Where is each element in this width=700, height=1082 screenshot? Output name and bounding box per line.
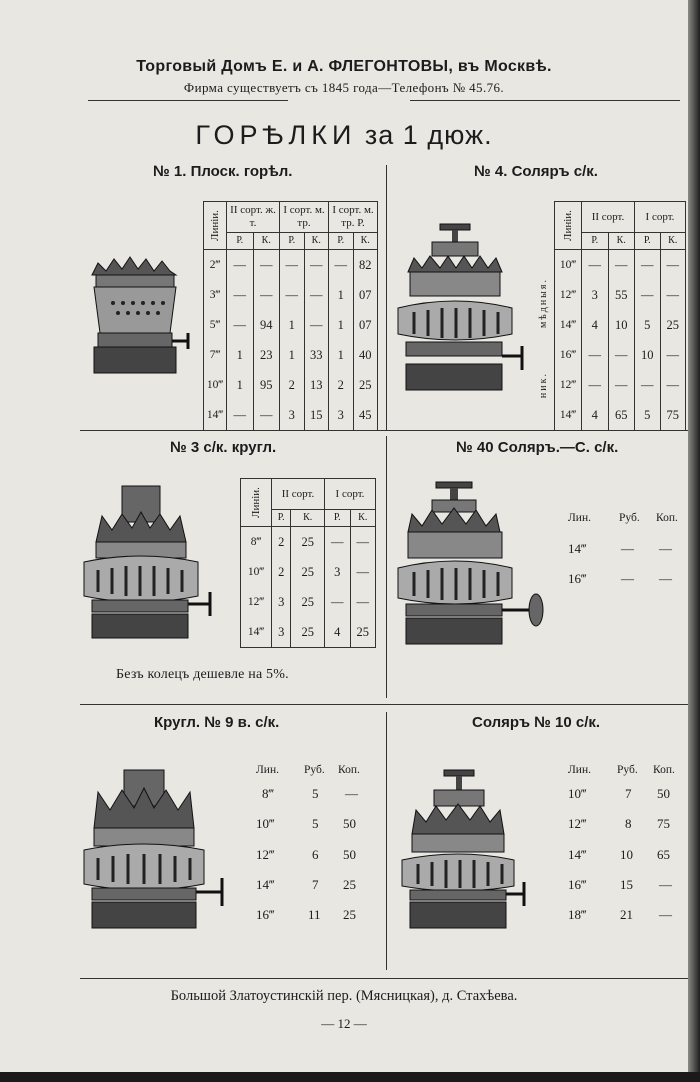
cell: 10: [635, 340, 661, 370]
cell: 5‴: [204, 310, 227, 340]
cell: 1: [280, 340, 305, 370]
cell: 14‴: [241, 617, 272, 648]
subcol-header: Р.: [227, 233, 254, 250]
cell: —: [253, 400, 280, 431]
cell: 14‴: [568, 847, 587, 862]
cell: 12‴: [555, 370, 582, 400]
page-edge-shadow: [688, 0, 700, 1082]
cell: 15: [304, 400, 329, 431]
cell: —: [304, 310, 329, 340]
lin-label: Линіи.: [241, 479, 272, 527]
cell: 25: [343, 877, 356, 892]
firm-name: Торговый Домъ Е. и А. ФЛЕГОНТОВЫ, въ Москвѣ.: [136, 58, 552, 75]
cell: —: [621, 541, 634, 556]
subcol-header: К.: [304, 233, 329, 250]
col-header: Руб.: [619, 512, 640, 524]
cell: 40: [353, 340, 378, 370]
col-header: II сорт. ж. т.: [227, 202, 280, 233]
cell: 25: [291, 557, 325, 587]
cell: 07: [353, 280, 378, 310]
cell: 16‴: [256, 907, 275, 922]
col-header: I сорт.: [635, 202, 686, 233]
cell: 3: [325, 557, 351, 587]
table-row: [204, 370, 378, 400]
subcol-header: Р.: [582, 233, 609, 250]
cell: 12‴: [568, 816, 587, 831]
firm-since: Фирма существуетъ съ 1845 года—Телефонъ № 45.76.: [183, 80, 505, 95]
table-row: [555, 250, 686, 281]
cell: —: [608, 370, 635, 400]
col-header: Лин.: [568, 512, 591, 524]
cell: 25: [343, 907, 356, 922]
cell: —: [660, 250, 686, 281]
table-row: [241, 617, 376, 648]
cell: 2: [272, 557, 291, 587]
section-3-title: № 3 с/к. кругл.: [170, 439, 277, 456]
cell: 7‴: [204, 340, 227, 370]
cell: 50: [343, 816, 356, 831]
cell: 12‴: [241, 587, 272, 617]
header-rule-left: [88, 100, 288, 101]
col-header: Руб.: [617, 764, 638, 776]
cell: 25: [291, 617, 325, 648]
cell: 21: [620, 907, 633, 922]
cell: 50: [343, 847, 356, 862]
solar-burner-lamp-icon: [396, 222, 528, 392]
section-6-title: Соляръ № 10 с/к.: [472, 714, 601, 731]
cell: 3: [329, 400, 354, 431]
divider-vertical-2: [386, 436, 387, 698]
table-row: [555, 370, 686, 400]
cell: 7: [625, 786, 632, 801]
cell: —: [635, 250, 661, 281]
col-header: I сорт. м. тр. Р.: [329, 202, 378, 233]
cell: —: [350, 587, 376, 617]
solar-10-burner-lamp-icon: [398, 768, 530, 932]
cell: 3: [582, 280, 609, 310]
cell: 1: [280, 310, 305, 340]
round-burner-lamp-icon: [82, 484, 218, 640]
cell: —: [350, 557, 376, 587]
table-row: [241, 587, 376, 617]
col-header: Коп.: [656, 512, 678, 524]
cell: 4: [582, 400, 609, 431]
cell: 95: [253, 370, 280, 400]
table-row: [555, 310, 686, 340]
cell: —: [304, 250, 329, 281]
cell: 25: [350, 617, 376, 648]
cell: 2: [272, 527, 291, 558]
subcol-header: К.: [353, 233, 378, 250]
section-1-title: № 1. Плоск. горѣл.: [153, 163, 293, 180]
lin-label: Линіи.: [555, 202, 582, 250]
table-row: [241, 527, 376, 558]
col-header: Коп.: [653, 764, 675, 776]
cell: 5: [635, 400, 661, 431]
cell: —: [660, 370, 686, 400]
cell: —: [635, 280, 661, 310]
cell: 1: [329, 280, 354, 310]
cell: 33: [304, 340, 329, 370]
cell: 3: [280, 400, 305, 431]
cell: —: [635, 370, 661, 400]
cell: —: [304, 280, 329, 310]
cell: 15: [620, 877, 633, 892]
divider-vertical-3: [386, 712, 387, 970]
cell: —: [280, 250, 305, 281]
cell: —: [280, 280, 305, 310]
cell: —: [660, 280, 686, 310]
subcol-header: К.: [291, 510, 325, 527]
subcol-header: К.: [253, 233, 280, 250]
cell: 12‴: [555, 280, 582, 310]
cell: —: [608, 250, 635, 281]
cell: —: [659, 541, 672, 556]
cell: 55: [608, 280, 635, 310]
subcol-header: Р.: [329, 233, 354, 250]
cell: 2‴: [204, 250, 227, 281]
table-row: [204, 310, 378, 340]
cell: 8: [625, 816, 632, 831]
cell: 18‴: [568, 907, 587, 922]
cell: 23: [253, 340, 280, 370]
cell: 25: [291, 587, 325, 617]
cell: 14‴: [204, 400, 227, 431]
cell: —: [582, 340, 609, 370]
subcol-header: Р.: [325, 510, 351, 527]
cell: —: [227, 250, 254, 281]
col-header: II сорт.: [272, 479, 325, 510]
side-label-copper: мѣдныя.: [538, 278, 549, 329]
cell: 3‴: [204, 280, 227, 310]
round-9-burner-lamp-icon: [82, 768, 230, 932]
cell: 1: [329, 310, 354, 340]
cell: 65: [608, 400, 635, 431]
cell: 14‴: [555, 310, 582, 340]
cell: 82: [353, 250, 378, 281]
cell: —: [660, 340, 686, 370]
table-row: [241, 557, 376, 587]
col-header: I сорт.: [325, 479, 376, 510]
section-5-title: Кругл. № 9 в. с/к.: [154, 714, 280, 731]
cell: —: [608, 340, 635, 370]
table-row: [204, 250, 378, 281]
cell: —: [227, 280, 254, 310]
table-row: [555, 340, 686, 370]
cell: —: [659, 571, 672, 586]
table-row: [555, 400, 686, 431]
col-header: Лин.: [256, 764, 279, 776]
col-header: II сорт.: [582, 202, 635, 233]
cell: 25: [660, 310, 686, 340]
page-bottom-shadow: [0, 1072, 700, 1082]
cell: 75: [660, 400, 686, 431]
subcol-header: Р.: [280, 233, 305, 250]
cell: 65: [657, 847, 670, 862]
footer-address: Большой Златоустинскій пер. (Мясницкая), д. Стахѣева.: [170, 988, 518, 1004]
discount-note: Безъ колецъ дешевле на 5%.: [116, 667, 289, 682]
side-label-nickel: ник.: [538, 372, 549, 399]
subcol-header: Р.: [635, 233, 661, 250]
cell: —: [227, 400, 254, 431]
cell: 1: [227, 340, 254, 370]
table-row: [204, 340, 378, 370]
solar-40-burner-lamp-icon: [396, 480, 546, 648]
cell: —: [253, 280, 280, 310]
cell: —: [345, 786, 358, 801]
cell: 6: [312, 847, 319, 862]
cell: 1: [227, 370, 254, 400]
cell: 25: [291, 527, 325, 558]
subcol-header: К.: [608, 233, 635, 250]
cell: 75: [657, 816, 670, 831]
section-4-title: № 40 Соляръ.—С. с/к.: [456, 439, 619, 456]
cell: 10: [620, 847, 633, 862]
section-1-table: [203, 201, 378, 431]
cell: 3: [272, 617, 291, 648]
header-rule-right: [410, 100, 680, 101]
cell: —: [227, 310, 254, 340]
page-number: — 12 —: [321, 1016, 367, 1031]
cell: 14‴: [256, 877, 275, 892]
cell: 8‴: [241, 527, 272, 558]
section-2-table: [554, 201, 686, 431]
cell: 4: [325, 617, 351, 648]
col-header: Лин.: [568, 764, 591, 776]
cell: —: [325, 587, 351, 617]
subcol-header: К.: [350, 510, 376, 527]
table-row: [204, 400, 378, 431]
cell: 10‴: [256, 816, 275, 831]
cell: 1: [329, 340, 354, 370]
cell: —: [350, 527, 376, 558]
cell: —: [621, 571, 634, 586]
cell: 10: [608, 310, 635, 340]
col-header: Коп.: [338, 764, 360, 776]
lin-label: Линіи.: [204, 202, 227, 250]
cell: 10‴: [204, 370, 227, 400]
table-row: [555, 280, 686, 310]
cell: —: [582, 370, 609, 400]
divider-horizontal-2: [80, 704, 688, 705]
cell: —: [325, 527, 351, 558]
cell: 16‴: [555, 340, 582, 370]
section-3-table: [240, 478, 376, 648]
cell: 5: [312, 786, 319, 801]
page-title-main: ГОРѢЛКИ: [195, 120, 357, 150]
subcol-header: Р.: [272, 510, 291, 527]
cell: 7: [312, 877, 319, 892]
cell: 50: [657, 786, 670, 801]
cell: 14‴: [568, 541, 587, 556]
cell: —: [253, 250, 280, 281]
col-header: Руб.: [304, 764, 325, 776]
cell: 4: [582, 310, 609, 340]
cell: 8‴: [262, 786, 274, 801]
page-title-rest: за 1 дюж.: [364, 120, 493, 150]
cell: 11: [308, 907, 321, 922]
flat-burner-lamp-icon: [88, 245, 192, 377]
col-header: I сорт. м. тр.: [280, 202, 329, 233]
cell: 14‴: [555, 400, 582, 431]
cell: 45: [353, 400, 378, 431]
cell: 13: [304, 370, 329, 400]
cell: 2: [280, 370, 305, 400]
cell: 10‴: [555, 250, 582, 281]
table-row: [204, 280, 378, 310]
cell: 5: [635, 310, 661, 340]
cell: 25: [353, 370, 378, 400]
divider-horizontal-3: [80, 978, 688, 979]
divider-vertical-1: [386, 165, 387, 430]
cell: 12‴: [256, 847, 275, 862]
page-title: [0, 120, 688, 151]
cell: 5: [312, 816, 319, 831]
cell: —: [659, 907, 672, 922]
cell: —: [329, 250, 354, 281]
cell: 3: [272, 587, 291, 617]
cell: 16‴: [568, 877, 587, 892]
cell: 07: [353, 310, 378, 340]
cell: —: [582, 250, 609, 281]
cell: 94: [253, 310, 280, 340]
cell: 10‴: [241, 557, 272, 587]
cell: 2: [329, 370, 354, 400]
section-2-title: № 4. Соляръ с/к.: [474, 163, 598, 180]
cell: 16‴: [568, 571, 587, 586]
subcol-header: К.: [660, 233, 686, 250]
cell: 10‴: [568, 786, 587, 801]
cell: —: [659, 877, 672, 892]
